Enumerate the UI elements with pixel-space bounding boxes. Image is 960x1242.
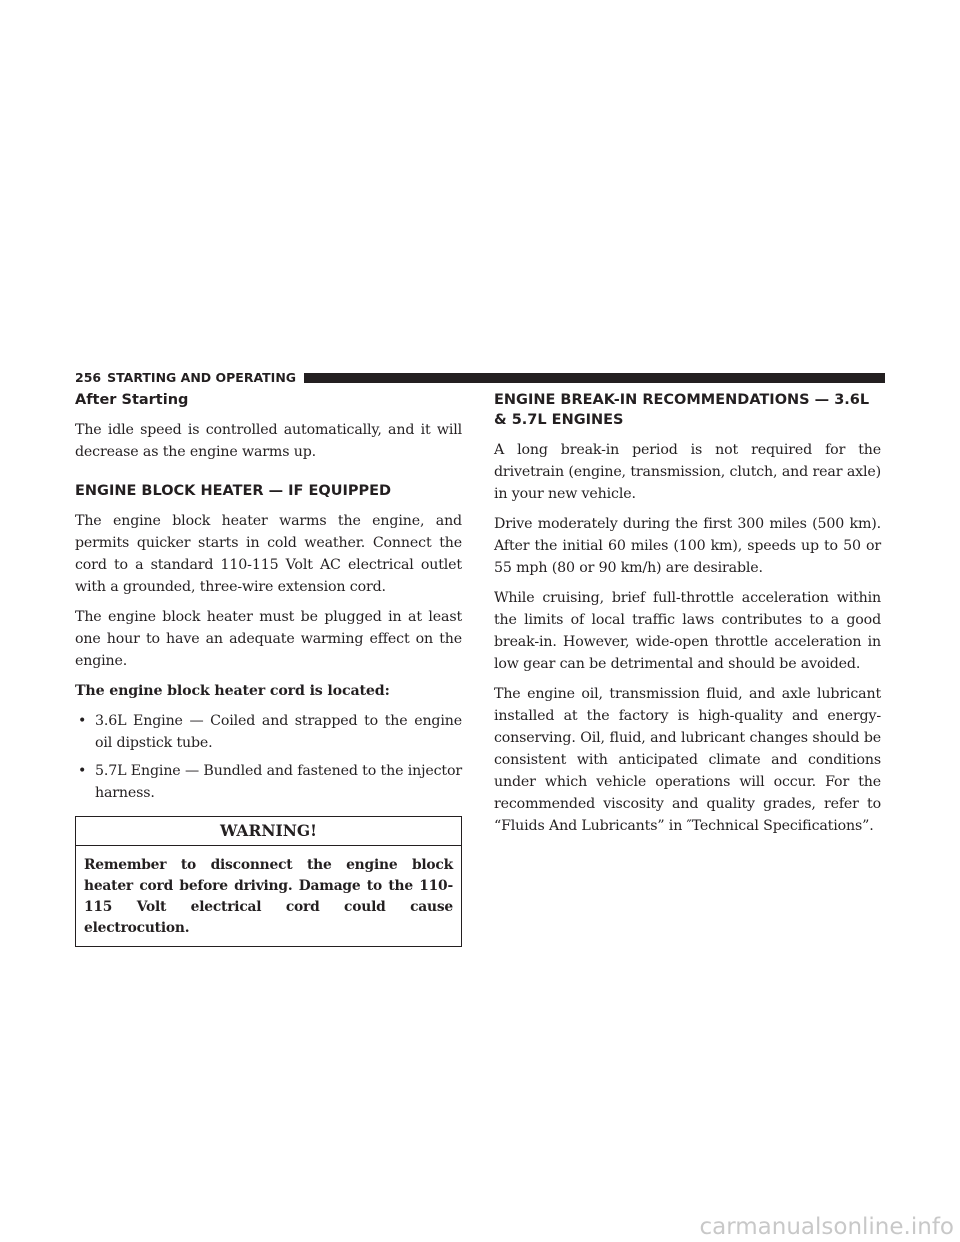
warning-title: WARNING! bbox=[76, 817, 461, 846]
cord-location-label: The engine block heater cord is located: bbox=[75, 683, 390, 699]
after-starting-heading: After Starting bbox=[75, 392, 189, 408]
page-header bbox=[75, 371, 885, 385]
warning-text: Remember to disconnect the engine block heater cord before driving. Damage to the 110-115 Volt electrical cord could cause electrocution. bbox=[84, 857, 453, 936]
bullet-glyph: • bbox=[78, 713, 87, 729]
block-heater-paragraph-1: The engine block heater warms the engine, and permits quicker starts in cold weather. Connect the cord to a standard 110-115 Volt AC electrical outlet with a grounded, three-wire extension cord. bbox=[75, 513, 462, 595]
left-column bbox=[75, 390, 462, 947]
break-in-heading: ENGINE BREAK-IN RECOMMENDATIONS — 3.6L & 5.7L ENGINES bbox=[494, 392, 870, 428]
warning-box bbox=[75, 816, 462, 947]
break-in-paragraph-3: While cruising, brief full-throttle acceleration within the limits of local traffic laws contributes to a good break-in. However, wide-open throttle acceleration in low gear can be detrimental and should be avoided. bbox=[494, 590, 881, 672]
page-number: 256 bbox=[75, 370, 102, 385]
list-item bbox=[75, 710, 462, 754]
list-item-text: 5.7L Engine — Bundled and fastened to the injector harness. bbox=[95, 763, 462, 801]
block-heater-heading: ENGINE BLOCK HEATER — IF EQUIPPED bbox=[75, 483, 392, 499]
break-in-paragraph-2: Drive moderately during the first 300 miles (500 km). After the initial 60 miles (100 km), speeds up to 50 or 55 mph (80 or 90 km/h) are desirable. bbox=[494, 516, 881, 576]
list-item bbox=[75, 760, 462, 804]
block-heater-paragraph-2: The engine block heater must be plugged in at least one hour to have an adequate warming effect on the engine. bbox=[75, 609, 462, 669]
right-column bbox=[494, 390, 881, 845]
list-item-text: 3.6L Engine — Coiled and strapped to the engine oil dipstick tube. bbox=[95, 713, 462, 751]
after-starting-text: The idle speed is controlled automatically, and it will decrease as the engine warms up. bbox=[75, 422, 462, 460]
break-in-paragraph-1: A long break-in period is not required for the drivetrain (engine, transmission, clutch, and rear axle) in your new vehicle. bbox=[494, 442, 881, 502]
cord-location-list bbox=[75, 710, 462, 804]
header-rule bbox=[304, 373, 885, 383]
bullet-glyph: • bbox=[78, 763, 87, 779]
watermark-text: carmanualsonline.info bbox=[699, 1214, 954, 1240]
section-title: STARTING AND OPERATING bbox=[107, 370, 297, 385]
break-in-paragraph-4: The engine oil, transmission fluid, and axle lubricant installed at the factory is high-quality and energy-conserving. Oil, fluid, and lubricant changes should be consistent with anticipated climate and conditions under which vehicle operations will occur. For the recommended viscosity and quality grades, refer to “Fluids And Lubricants” in ″Technical Specifications”. bbox=[494, 686, 881, 834]
